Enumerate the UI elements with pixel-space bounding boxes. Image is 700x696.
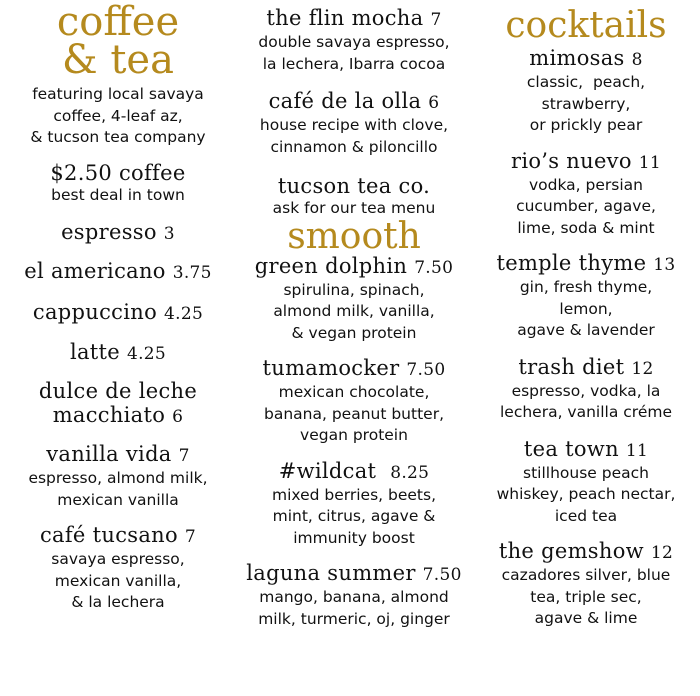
item-desc: almond milk, vanilla, — [273, 302, 435, 320]
item-price: 7.50 — [414, 257, 454, 278]
menu-item-tucson-tea — [236, 174, 472, 220]
item-desc: espresso, vodka, la — [511, 381, 661, 400]
coffee-tea-heading — [0, 0, 236, 83]
item-name: el americano 3.75 — [24, 259, 212, 283]
item-price: 11 — [638, 152, 662, 173]
item-name: rio’s nuevo 11 — [510, 148, 662, 173]
item-desc: ask for our tea menu — [272, 199, 436, 217]
item-name: laguna summer 7.50 — [246, 561, 462, 585]
item-name: macchiato 6 — [52, 403, 184, 427]
item-desc: stillhouse peach — [523, 463, 649, 482]
item-desc: agave & lavender — [517, 321, 655, 339]
item-name: mimosas 8 — [529, 46, 643, 70]
item-desc: immunity boost — [293, 528, 415, 547]
item-desc: lemon, — [559, 299, 613, 318]
item-desc: mango, banana, almond — [259, 588, 449, 606]
item-name: café de la olla 6 — [268, 89, 440, 113]
menu-item-tumamocker — [236, 356, 472, 447]
item-desc: or prickly pear — [529, 116, 643, 134]
item-desc: cazadores silver, blue — [501, 566, 671, 584]
menu-item-mimosas — [472, 46, 700, 137]
item-desc: iced tea — [554, 506, 618, 525]
coffee-tea-column — [0, 0, 236, 614]
item-price: 7.50 — [422, 565, 462, 585]
section-heading-cocktails: cocktails — [505, 5, 667, 46]
menu-item-temple-thyme — [472, 251, 700, 342]
item-name: vanilla vida 7 — [46, 442, 190, 466]
item-desc: house recipe with clove, — [259, 116, 449, 134]
item-price: 7 — [184, 527, 197, 547]
item-price: 4.25 — [126, 344, 167, 364]
item-desc: tea, triple sec, — [530, 587, 642, 606]
item-price: 7 — [430, 10, 442, 30]
item-desc: mexican chocolate, — [278, 383, 430, 401]
coffee-deal — [0, 161, 236, 207]
item-price: 3.75 — [172, 263, 212, 283]
section-heading-coffee: coffee — [56, 0, 180, 45]
item-desc: la lechera, Ibarra cocoa — [262, 54, 446, 73]
deal-desc: best deal in town — [51, 185, 185, 204]
menu-item-green-dolphin — [236, 254, 472, 345]
item-desc: savaya espresso, — [51, 550, 185, 568]
item-desc: mexican vanilla — [57, 490, 179, 509]
item-price: 6 — [172, 407, 184, 427]
intro-line: coffee, 4-leaf az, — [53, 106, 183, 125]
menu-item-latte — [0, 340, 236, 366]
section-heading-tea: & tea — [62, 37, 174, 83]
item-desc: agave & lime — [534, 609, 638, 627]
menu-item-cappuccino — [0, 300, 236, 326]
item-name: café tucsano 7 — [39, 523, 197, 547]
item-desc: cucumber, agave, — [516, 197, 656, 215]
item-desc: mixed berries, beets, — [271, 485, 436, 504]
menu-item-vanilla-vida — [0, 442, 236, 511]
deal-name: $2.50 coffee — [50, 160, 186, 185]
item-name: espresso 3 — [61, 220, 175, 244]
item-price: 8 — [631, 50, 643, 70]
item-price: 4.25 — [164, 304, 204, 324]
intro-line: featuring local savaya — [32, 85, 204, 103]
intro-line: & tucson tea company — [30, 128, 206, 146]
item-desc: banana, peanut butter, — [263, 404, 444, 423]
item-name: the gemshow 12 — [498, 539, 674, 563]
item-desc: espresso, almond milk, — [28, 469, 208, 487]
item-price: 12 — [650, 543, 674, 563]
menu-item-trash-diet — [472, 355, 700, 424]
item-price: 6 — [428, 93, 440, 113]
item-name: temple thyme 13 — [496, 251, 676, 275]
item-desc: vegan protein — [300, 426, 408, 444]
item-price: 7.50 — [406, 360, 446, 380]
cocktails-column — [472, 0, 700, 630]
item-name: trash diet 12 — [518, 354, 654, 379]
item-desc: & vegan protein — [291, 323, 417, 342]
menu-item-tea-town — [472, 437, 700, 528]
item-name: tea town 11 — [523, 436, 649, 461]
menu-item-cafe-de-la-olla — [236, 89, 472, 158]
item-name: tucson tea co. — [277, 174, 431, 198]
item-price: 13 — [653, 255, 676, 275]
menu-item-gemshow — [472, 539, 700, 630]
menu-item-americano — [0, 259, 236, 285]
item-desc: whiskey, peach nectar, — [496, 485, 676, 503]
item-name: tumamocker 7.50 — [262, 356, 446, 380]
item-name: the flin mocha 7 — [266, 6, 442, 30]
item-desc: spirulina, spinach, — [283, 280, 425, 299]
item-desc: mint, citrus, agave & — [272, 507, 436, 525]
item-desc: double savaya espresso, — [258, 33, 450, 51]
item-desc: gin, fresh thyme, — [519, 278, 653, 296]
item-price: 11 — [625, 440, 649, 461]
item-desc: classic, peach, — [526, 73, 646, 91]
item-desc: cinnamon & piloncillo — [270, 137, 438, 156]
menu-item-cafe-tucsano — [0, 523, 236, 614]
menu-item-espresso — [0, 220, 236, 246]
item-desc: strawberry, — [541, 94, 631, 113]
coffee-intro — [0, 84, 236, 149]
item-name: green dolphin 7.50 — [254, 253, 454, 278]
item-desc: & la lechera — [71, 593, 165, 611]
middle-column — [236, 0, 472, 630]
menu-item-dulce-de-leche — [0, 379, 236, 429]
item-name: cappuccino 4.25 — [32, 300, 204, 324]
item-price: 12 — [631, 358, 654, 379]
item-desc: mexican vanilla, — [54, 571, 182, 590]
item-desc: vodka, persian — [528, 175, 643, 194]
menu-item-laguna-summer — [236, 561, 472, 630]
item-price: 3 — [163, 224, 175, 244]
item-desc: lime, soda & mint — [517, 218, 655, 237]
item-desc: milk, turmeric, oj, ginger — [258, 609, 450, 628]
item-name: latte 4.25 — [69, 340, 167, 364]
item-price: 8.25 — [390, 462, 430, 483]
item-name: #wildcat 8.25 — [278, 458, 430, 483]
section-heading-smooth: smooth — [287, 215, 421, 257]
item-desc: lechera, vanilla créme — [499, 403, 672, 421]
item-name: dulce de leche — [38, 379, 198, 403]
menu-item-flin-mocha — [236, 6, 472, 75]
menu-item-rios-nuevo — [472, 149, 700, 240]
menu-item-wildcat — [236, 459, 472, 550]
item-price: 7 — [178, 446, 190, 466]
